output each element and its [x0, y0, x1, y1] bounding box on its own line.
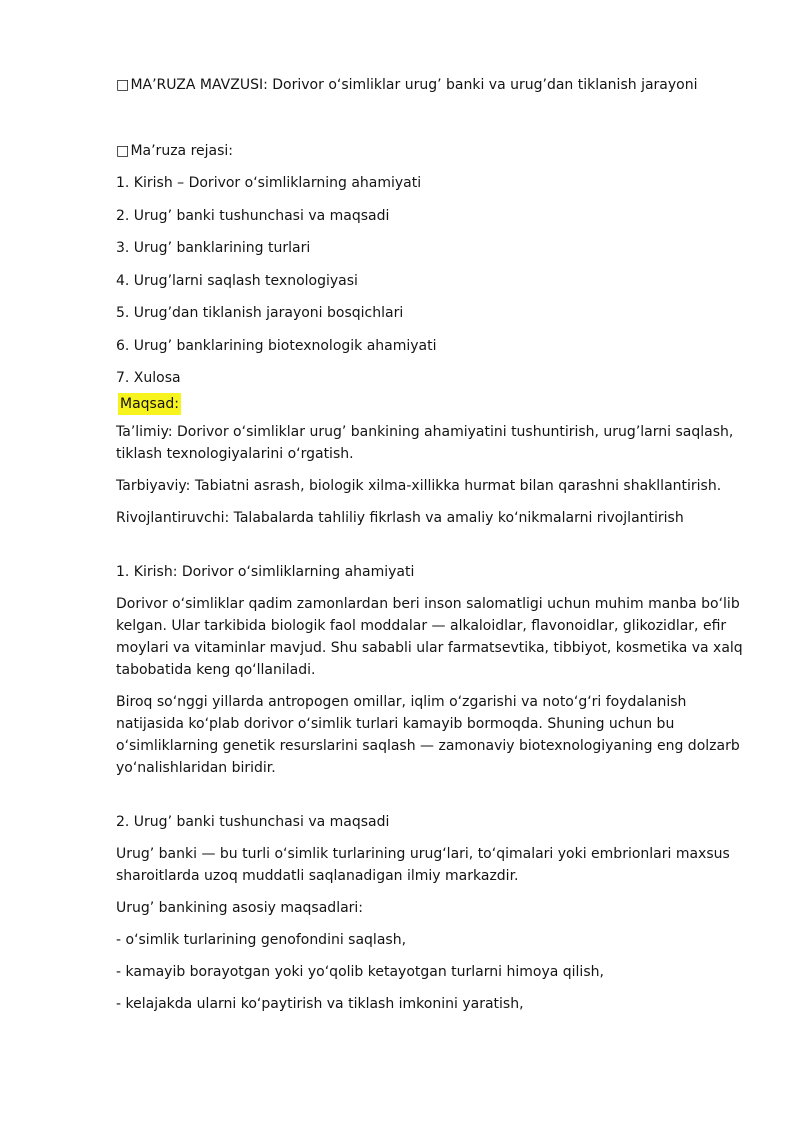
plan-item: 1. Kirish – Dorivor o‘simliklarning ahamiyati [116, 175, 422, 191]
document-page [116, 74, 746, 1025]
lecture-title-text: MA’RUZA MAVZUSI: Dorivor o‘simliklar urug’ banki va urug’dan tiklanish jarayoni [130, 77, 698, 93]
plan-item: 7. Xulosa [116, 370, 181, 386]
goal-talimiy: Ta’limiy: Dorivor o‘simliklar urug’ bankining ahamiyatini tushuntirish, urug’larni saqlash, tiklash texnologiyalarini o‘rgatish. [116, 424, 734, 462]
section-2-bullet: - kamayib borayotgan yoki yo‘qolib ketayotgan turlarni himoya qilish, [116, 964, 604, 980]
goal-rivojlantiruvchi: Rivojlantiruvchi: Talabalarda tahliliy fikrlash va amaliy ko‘nikmalarni rivojlantirish [116, 510, 684, 526]
lecture-title [116, 74, 746, 96]
plan-item: 6. Urug’ banklarining biotexnologik ahamiyati [116, 337, 437, 354]
section-1-paragraph: Dorivor o‘simliklar qadim zamonlardan beri inson salomatligi uchun muhim manba bo‘lib kelgan. Ular tarkibida biologik faol moddalar — alkaloidlar, flavonoidlar, glikozidlar, efir moylari va vitaminlar mavjud. Shu sababli ular farmatsevtika, tibbiyot, kosmetika va xalq tabobatida keng qo‘llaniladi. [116, 596, 743, 678]
plan-item: 4. Urug’larni saqlash texnologiyasi [116, 272, 358, 289]
section-2-heading: 2. Urug’ banki tushunchasi va maqsadi [116, 814, 390, 830]
plan-item: 3. Urug’ banklarining turlari [116, 240, 311, 256]
section-1-paragraph: Biroq so‘nggi yillarda antropogen omillar, iqlim o‘zgarishi va noto‘g‘ri foydalanish natijasida ko‘plab dorivor o‘simlik turlari kamayib bormoqda. Shuning uchun bu o‘simliklarning genetik resurslarini saqlash — zamonaviy biotexnologiyaning eng dolzarb yo‘nalishlaridan biridir. [116, 694, 740, 776]
section-1-heading: 1. Kirish: Dorivor o‘simliklarning ahamiyati [116, 564, 415, 580]
section-2-bullet: - o‘simlik turlarining genofondini saqlash, [116, 932, 407, 948]
plan-item: 2. Urug’ banki tushunchasi va maqsadi [116, 207, 390, 224]
missing-glyph-icon: □ [116, 77, 130, 93]
plan-item: 5. Urug’dan tiklanish jarayoni bosqichlari [116, 305, 404, 321]
goal-tarbiyaviy: Tarbiyaviy: Tabiatni asrash, biologik xilma-xillikka hurmat bilan qarashni shakllantirish. [116, 478, 722, 494]
plan-heading [116, 140, 746, 162]
plan-list [116, 172, 746, 389]
plan-heading-text: Ma’ruza rejasi: [130, 143, 233, 159]
section-2-bullet: - kelajakda ularni ko‘paytirish va tiklash imkonini yaratish, [116, 996, 524, 1012]
section-2-paragraph: Urug’ bankining asosiy maqsadlari: [116, 900, 364, 916]
missing-glyph-icon: □ [116, 143, 130, 159]
section-2-paragraph: Urug’ banki — bu turli o‘simlik turlarining urug‘lari, to‘qimalari yoki embrionlari maxsus sharoitlarda uzoq muddatli saqlanadigan ilmiy markazdir. [116, 846, 730, 884]
maqsad-highlight-label: Maqsad: [118, 393, 181, 415]
